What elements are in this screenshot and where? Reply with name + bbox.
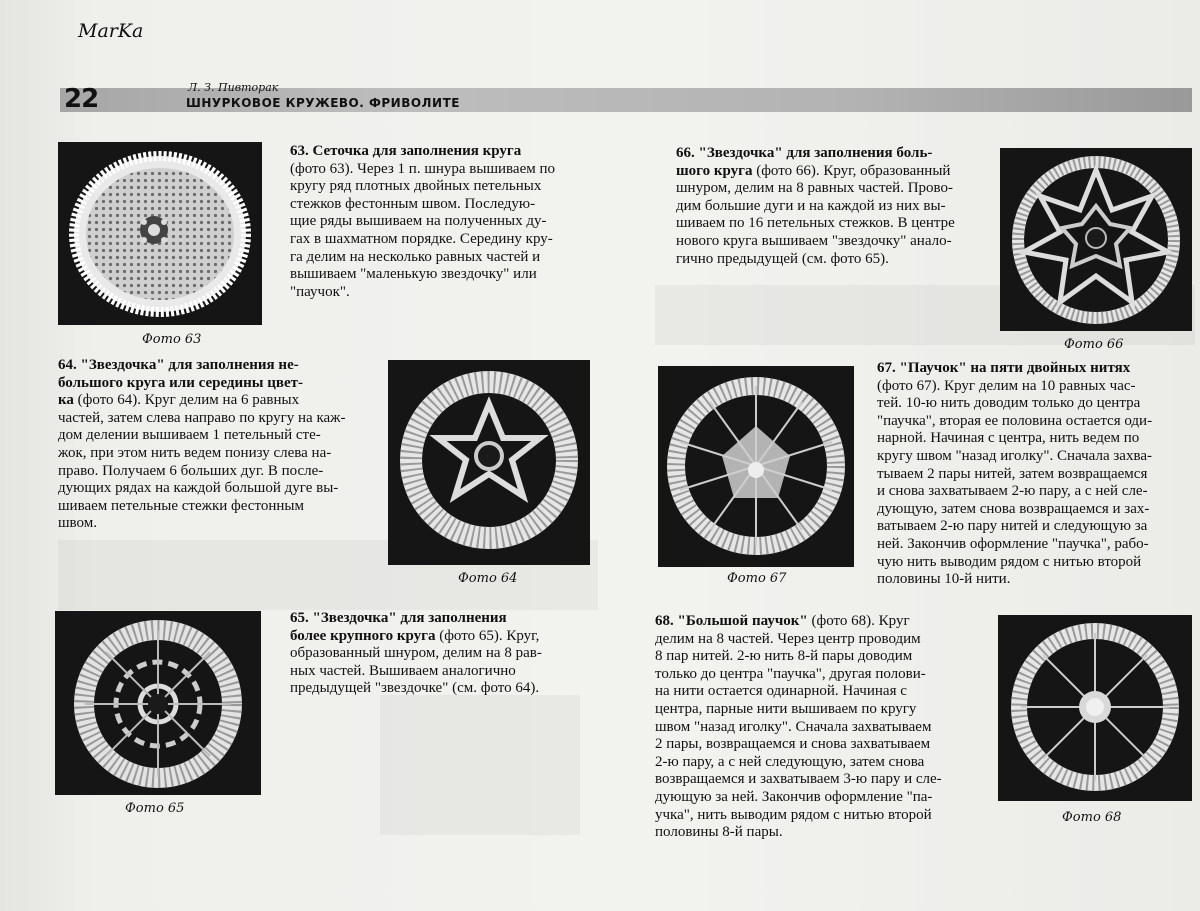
text-line: нарной. Начиная с центра, нить ведем по bbox=[877, 430, 1140, 447]
text-line: 8 пар нитей. 2-ю нить 8-й пары доводим bbox=[655, 648, 913, 665]
caption-photo-64: Фото 64 bbox=[458, 571, 518, 586]
section-64-heading: ка bbox=[58, 392, 74, 409]
text-line: швом. bbox=[58, 515, 97, 532]
section-68-heading: 68. "Большой паучок" bbox=[655, 613, 808, 629]
photo-63 bbox=[58, 142, 262, 325]
text-line: дующую, затем снова возвращаемся и зах- bbox=[877, 500, 1150, 517]
caption-photo-67: Фото 67 bbox=[727, 571, 787, 586]
section-65-heading: 65. "Звездочка" для заполнения bbox=[290, 610, 507, 626]
section-68 bbox=[655, 613, 942, 842]
section-67 bbox=[877, 360, 1152, 589]
header-book-title: ШНУРКОВОЕ КРУЖЕВО. ФРИВОЛИТЕ bbox=[186, 96, 460, 110]
text-line: гах в шахматном порядке. Середину кру- bbox=[290, 230, 553, 247]
text-line: (фото 67). Круг делим на 10 равных час- bbox=[877, 377, 1136, 394]
text-line: и снова захватываем 2-ю пару, а с ней сле- bbox=[877, 483, 1148, 500]
lace-mesh-circle-image bbox=[58, 142, 262, 325]
text-line: учка", нить выводим рядом с нитью второй bbox=[655, 806, 932, 823]
header-author: Л. З. Пивторак bbox=[188, 81, 279, 94]
text-fragment: (фото 64). Круг делим на 6 равных bbox=[73, 392, 300, 409]
photo-64 bbox=[388, 360, 590, 565]
text-line: чую нить выводим рядом с нитью второй bbox=[877, 553, 1142, 570]
text-fragment: (фото 65). Круг, bbox=[435, 627, 540, 644]
section-66-heading: 66. "Звездочка" для заполнения боль- bbox=[676, 145, 933, 161]
text-line: шиваем петельные стежки фестонным bbox=[58, 497, 304, 514]
text-line: ней. Закончив оформление "паучка", рабо- bbox=[877, 535, 1149, 552]
text-line: тываем 2 пары нитей, затем возвращаемся bbox=[877, 465, 1148, 482]
text-line: (фото 63). Через 1 п. шнура вышиваем по bbox=[290, 160, 556, 177]
text-line: право. Получаем 6 больших дуг. В после- bbox=[58, 462, 324, 479]
text-line: шнуром, делим на 8 равных частей. Прово- bbox=[676, 180, 954, 197]
text-line: жок, при этом нить ведем понизу слева на- bbox=[58, 444, 332, 461]
text-fragment: (фото 66). Круг, образованный bbox=[752, 162, 951, 179]
section-63-heading: 63. Сеточка для заполнения круга bbox=[290, 143, 522, 159]
text-line: га делим на несколько равных частей и bbox=[290, 248, 541, 265]
text-line: "паучка", вторая ее половина остается оди- bbox=[877, 412, 1153, 429]
section-66-heading: шого круга bbox=[676, 162, 753, 179]
text-line: кругу ряд плотных двойных петельных bbox=[290, 178, 542, 195]
text-line: 2 пары, возвращаемся и снова захватываем bbox=[655, 736, 931, 753]
section-67-heading: 67. "Паучок" на пяти двойных нитях bbox=[877, 360, 1131, 376]
text-line: половины 10-й нити. bbox=[877, 571, 1011, 588]
section-63 bbox=[290, 143, 555, 301]
text-line: 2-ю пару, а с ней следующую, затем снова bbox=[655, 753, 925, 770]
caption-photo-66: Фото 66 bbox=[1064, 337, 1124, 352]
section-65-heading: более крупного круга bbox=[290, 627, 436, 644]
text-line: половины 8-й пары. bbox=[655, 824, 783, 841]
text-line: только до центра "паучка", другая полови- bbox=[655, 665, 926, 682]
lace-star-circle-image bbox=[388, 360, 590, 565]
text-line: частей, затем слева направо по кругу на каж- bbox=[58, 409, 346, 426]
text-line: швом "назад иголку". Сначала захватываем bbox=[655, 718, 932, 735]
section-66 bbox=[676, 145, 955, 268]
text-line: делим на 8 частей. Через центр проводим bbox=[655, 630, 921, 647]
lace-star-circle-image bbox=[55, 611, 261, 795]
text-line: нового круга вышиваем "звездочку" анало- bbox=[676, 232, 952, 249]
text-line: кругу швом "назад иголку". Сначала захва- bbox=[877, 447, 1152, 464]
text-line: ных частей. Вышиваем аналогично bbox=[290, 662, 516, 679]
page-number: 22 bbox=[64, 84, 99, 114]
watermark-text: MarKa bbox=[78, 20, 144, 42]
text-line: гично предыдущей (см. фото 65). bbox=[676, 250, 889, 267]
text-fragment: (фото 68). Круг bbox=[807, 613, 910, 629]
lace-spider-circle-image bbox=[658, 366, 854, 567]
text-line: дим большие дуги и на каждой из них вы- bbox=[676, 197, 946, 214]
caption-photo-65: Фото 65 bbox=[125, 801, 185, 816]
text-line: "паучок". bbox=[290, 283, 350, 300]
section-64 bbox=[58, 357, 346, 533]
text-line: щие ряды вышиваем на полученных ду- bbox=[290, 213, 547, 230]
text-line: дом делении вышиваем 1 петельный сте- bbox=[58, 427, 321, 444]
text-line: возвращаемся и захватываем 3-ю пару и сле- bbox=[655, 771, 942, 788]
text-line: шиваем по 16 петельных стежков. В центре bbox=[676, 215, 955, 232]
photo-68 bbox=[998, 615, 1192, 801]
photo-65 bbox=[55, 611, 261, 795]
section-64-heading: большого круга или середины цвет- bbox=[58, 374, 304, 391]
bleed-through-shadow bbox=[380, 695, 580, 835]
text-line: центра, парные нити вышиваем по кругу bbox=[655, 700, 917, 717]
text-line: ватываем 2-ю пару нитей и следующую за bbox=[877, 518, 1148, 535]
text-line: на нити остается одинарной. Начиная с bbox=[655, 683, 907, 700]
lace-spider-circle-image bbox=[998, 615, 1192, 801]
text-line: тей. 10-ю нить доводим только до центра bbox=[877, 395, 1141, 412]
text-line: образованный шнуром, делим на 8 рав- bbox=[290, 645, 542, 662]
text-line: дующих рядах на каждой большой дуге вы- bbox=[58, 480, 339, 497]
photo-67 bbox=[658, 366, 854, 567]
caption-photo-68: Фото 68 bbox=[1062, 810, 1122, 825]
text-line: стежков фестонным швом. Последую- bbox=[290, 195, 536, 212]
text-line: предыдущей "звездочке" (см. фото 64). bbox=[290, 680, 540, 697]
text-line: дующую за ней. Закончив оформление "па- bbox=[655, 788, 933, 805]
photo-66 bbox=[1000, 148, 1192, 331]
caption-photo-63: Фото 63 bbox=[142, 332, 202, 347]
section-64-heading: 64. "Звездочка" для заполнения не- bbox=[58, 357, 299, 373]
lace-star-circle-image bbox=[1000, 148, 1192, 331]
text-line: вышиваем "маленькую звездочку" или bbox=[290, 266, 537, 283]
section-65 bbox=[290, 610, 542, 698]
